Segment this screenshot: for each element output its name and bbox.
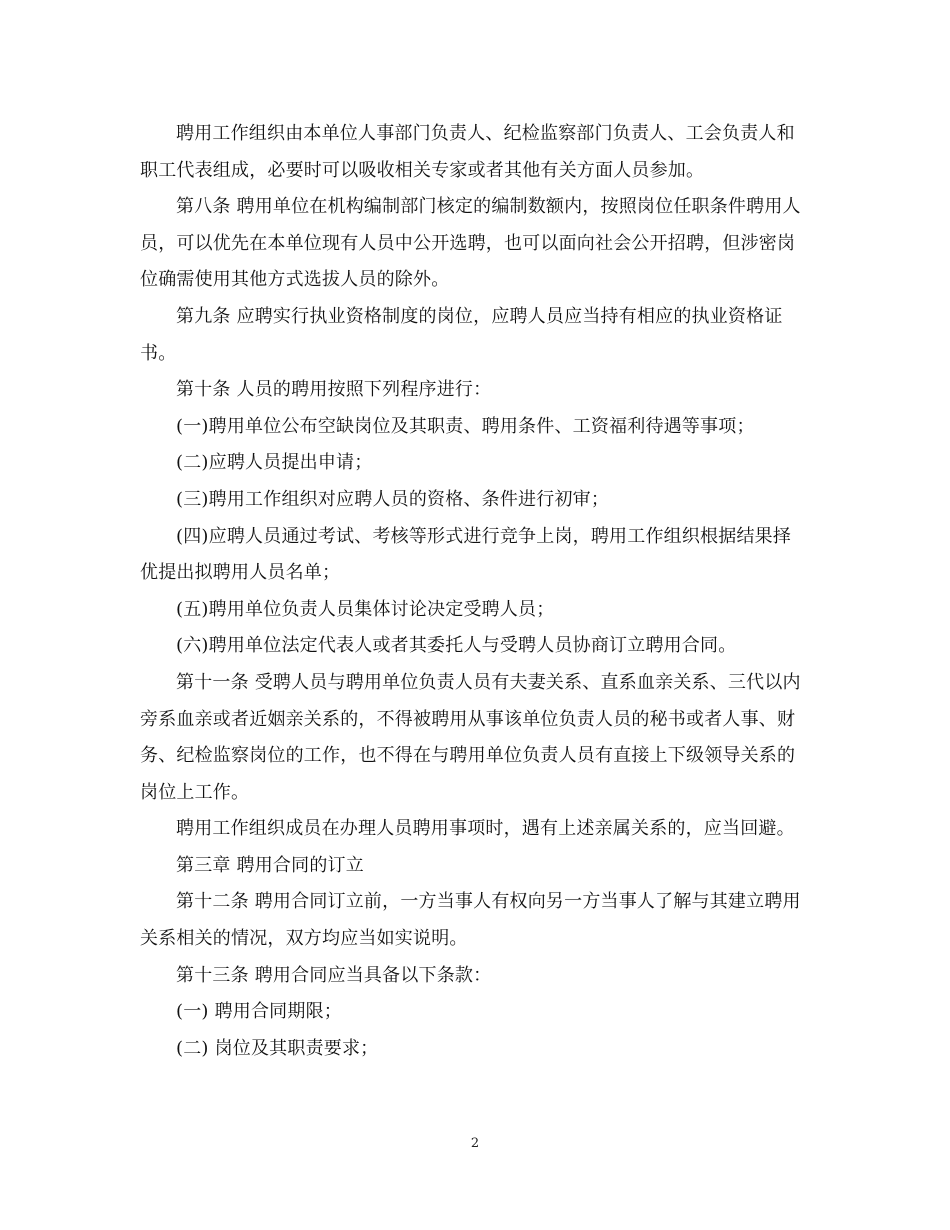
- paragraph-4: 第十条 人员的聘用按照下列程序进行：: [176, 379, 492, 401]
- paragraph-14: 第十二条 聘用合同订立前，一方当事人有权向另一方当事人了解与其建立聘用关系相关的情况，双方均应当如实说明。: [140, 891, 801, 950]
- paragraph-5: (一)聘用单位公布空缺岗位及其职责、聘用条件、工资福利待遇等事项；: [176, 415, 755, 437]
- paragraph-12: 聘用工作组织成员在办理人员聘用事项时，遇有上述亲属关系的，应当回避。: [176, 818, 795, 840]
- paragraph-17: (二) 岗位及其职责要求；: [176, 1037, 379, 1059]
- paragraph-1: 聘用工作组织由本单位人事部门负责人、纪检监察部门负责人、工会负责人和职工代表组成，必要时可以吸收相关专家或者其他有关方面人员参加。: [140, 123, 795, 181]
- paragraph-16: (一) 聘用合同期限；: [176, 1001, 342, 1023]
- paragraph-3: 第九条 应聘实行执业资格制度的岗位，应聘人员应当持有相应的执业资格证书。: [140, 305, 783, 364]
- page-number: 2: [470, 1136, 480, 1151]
- paragraph-7: (三)聘用工作组织对应聘人员的资格、条件进行初审；: [176, 488, 610, 510]
- paragraph-9: (五)聘用单位负责人员集体讨论决定受聘人员；: [176, 598, 555, 620]
- paragraph-11: 第十一条 受聘人员与聘用单位负责人员有夫妻关系、直系血亲关系、三代以内旁系血亲或者近姻亲关系的，不得被聘用从事该单位负责人员的秘书或者人事、财务、纪检监察岗位的工作，也不得在与聘用单位负责人员有直接上下级领导关系的岗位上工作。: [140, 671, 801, 803]
- chapter-heading: 第三章 聘用合同的订立: [176, 854, 364, 876]
- paragraph-15: 第十三条 聘用合同应当具备以下条款：: [176, 964, 492, 986]
- paragraph-6: (二)应聘人员提出申请；: [176, 452, 373, 474]
- paragraph-10: (六)聘用单位法定代表人或者其委托人与受聘人员协商订立聘用合同。: [176, 635, 737, 657]
- paragraph-2: 第八条 聘用单位在机构编制部门核定的编制数额内，按照岗位任职条件聘用人员，可以优先在本单位现有人员中公开选聘，也可以面向社会公开招聘，但涉密岗位确需使用其他方式选拔人员的除外。: [140, 196, 801, 291]
- document-body: [140, 116, 805, 1067]
- paragraph-8: (四)应聘人员通过考试、考核等形式进行竞争上岗，聘用工作组织根据结果择优提出拟聘用人员名单；: [140, 525, 792, 584]
